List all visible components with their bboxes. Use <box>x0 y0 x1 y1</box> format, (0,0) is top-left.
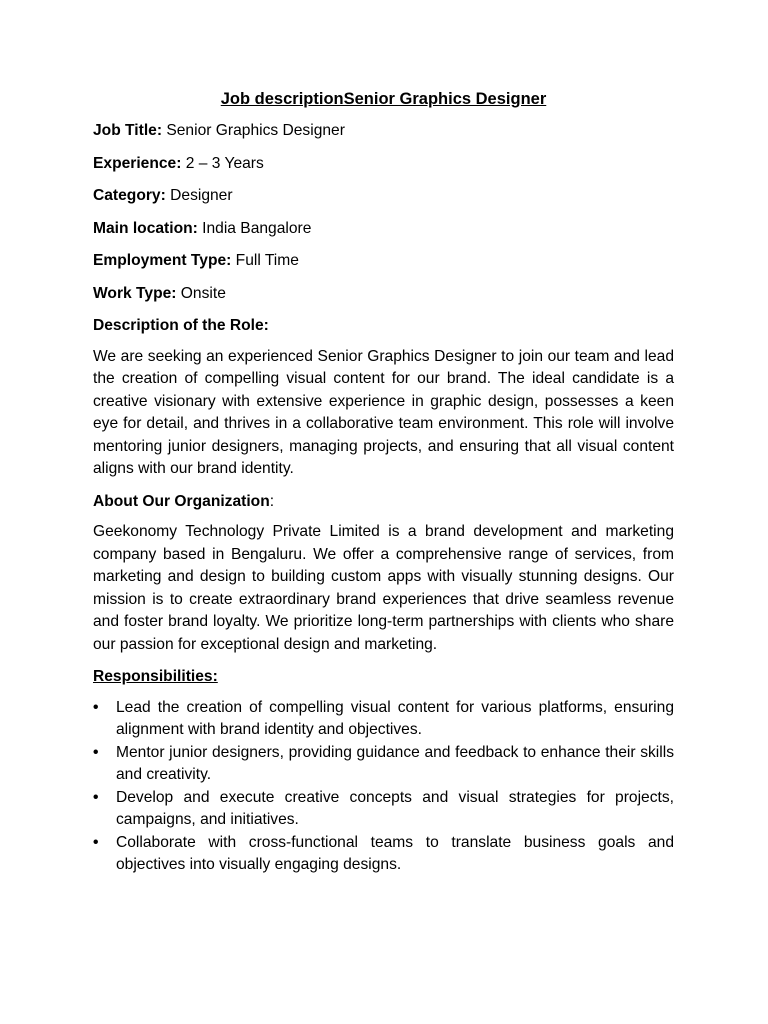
about-heading-colon: : <box>269 492 275 510</box>
bullet-icon: • <box>93 833 99 851</box>
field-employment-type <box>93 250 674 273</box>
list-item-text: Mentor junior designers, providing guidance and feedback to enhance their skills and creativity. <box>116 743 674 783</box>
field-label: Employment Type: <box>93 252 232 269</box>
bullet-icon: • <box>93 788 99 806</box>
about-heading <box>93 491 674 514</box>
role-heading: Description of the Role: <box>93 317 269 334</box>
list-item <box>93 742 674 787</box>
field-value: Senior Graphics Designer <box>162 122 345 139</box>
field-value: 2 – 3 Years <box>181 154 264 172</box>
list-item <box>93 787 674 832</box>
field-value: Onsite <box>176 284 226 302</box>
list-item <box>93 697 674 742</box>
about-heading-label: About Our Organization <box>93 492 270 510</box>
bullet-icon: • <box>93 743 99 761</box>
field-job-title <box>93 120 674 143</box>
field-category <box>93 185 674 208</box>
list-item-text: Develop and execute creative concepts and visual strategies for projects, campaigns, and initiatives. <box>116 788 674 828</box>
list-item-text: Collaborate with cross-functional teams to translate business goals and objectives into visually engaging designs. <box>116 833 674 873</box>
document-page <box>93 88 674 877</box>
list-item <box>93 832 674 877</box>
role-description: We are seeking an experienced Senior Graphics Designer to join our team and lead the creation of compelling visual content for our brand. The ideal candidate is a creative visionary with extensive experience in graphic design, possesses a keen eye for detail, and thrives in a collaborative team environment. This role will involve mentoring junior designers, managing projects, and ensuring that all visual content aligns with our brand identity. <box>93 347 674 477</box>
field-value: Designer <box>165 187 233 204</box>
field-label: Work Type: <box>93 284 177 302</box>
about-description: Geekonomy Technology Private Limited is a brand development and marketing company based in Bengaluru. We offer a comprehensive range of services, from marketing and design to building custom apps with visually stunning designs. Our mission is to create extraordinary brand experiences that drive seamless revenue and foster brand loyalty. We prioritize long-term partnerships with clients who share our passion for exceptional design and marketing. <box>93 523 674 653</box>
document-title: Job descriptionSenior Graphics Designer <box>220 90 547 108</box>
field-label: Job Title: <box>93 122 163 139</box>
field-experience <box>93 153 674 176</box>
field-label: Main location: <box>93 219 198 237</box>
responsibilities-list <box>93 697 674 877</box>
field-label: Category: <box>93 187 166 204</box>
bullet-icon: • <box>93 698 99 716</box>
responsibilities-heading: Responsibilities: <box>93 668 218 685</box>
field-value: India Bangalore <box>197 219 312 237</box>
field-work-type <box>93 283 674 306</box>
field-label: Experience: <box>93 154 182 172</box>
field-value: Full Time <box>231 252 299 269</box>
field-main-location <box>93 218 674 241</box>
list-item-text: Lead the creation of compelling visual content for various platforms, ensuring alignment with brand identity and objectives. <box>116 698 674 738</box>
